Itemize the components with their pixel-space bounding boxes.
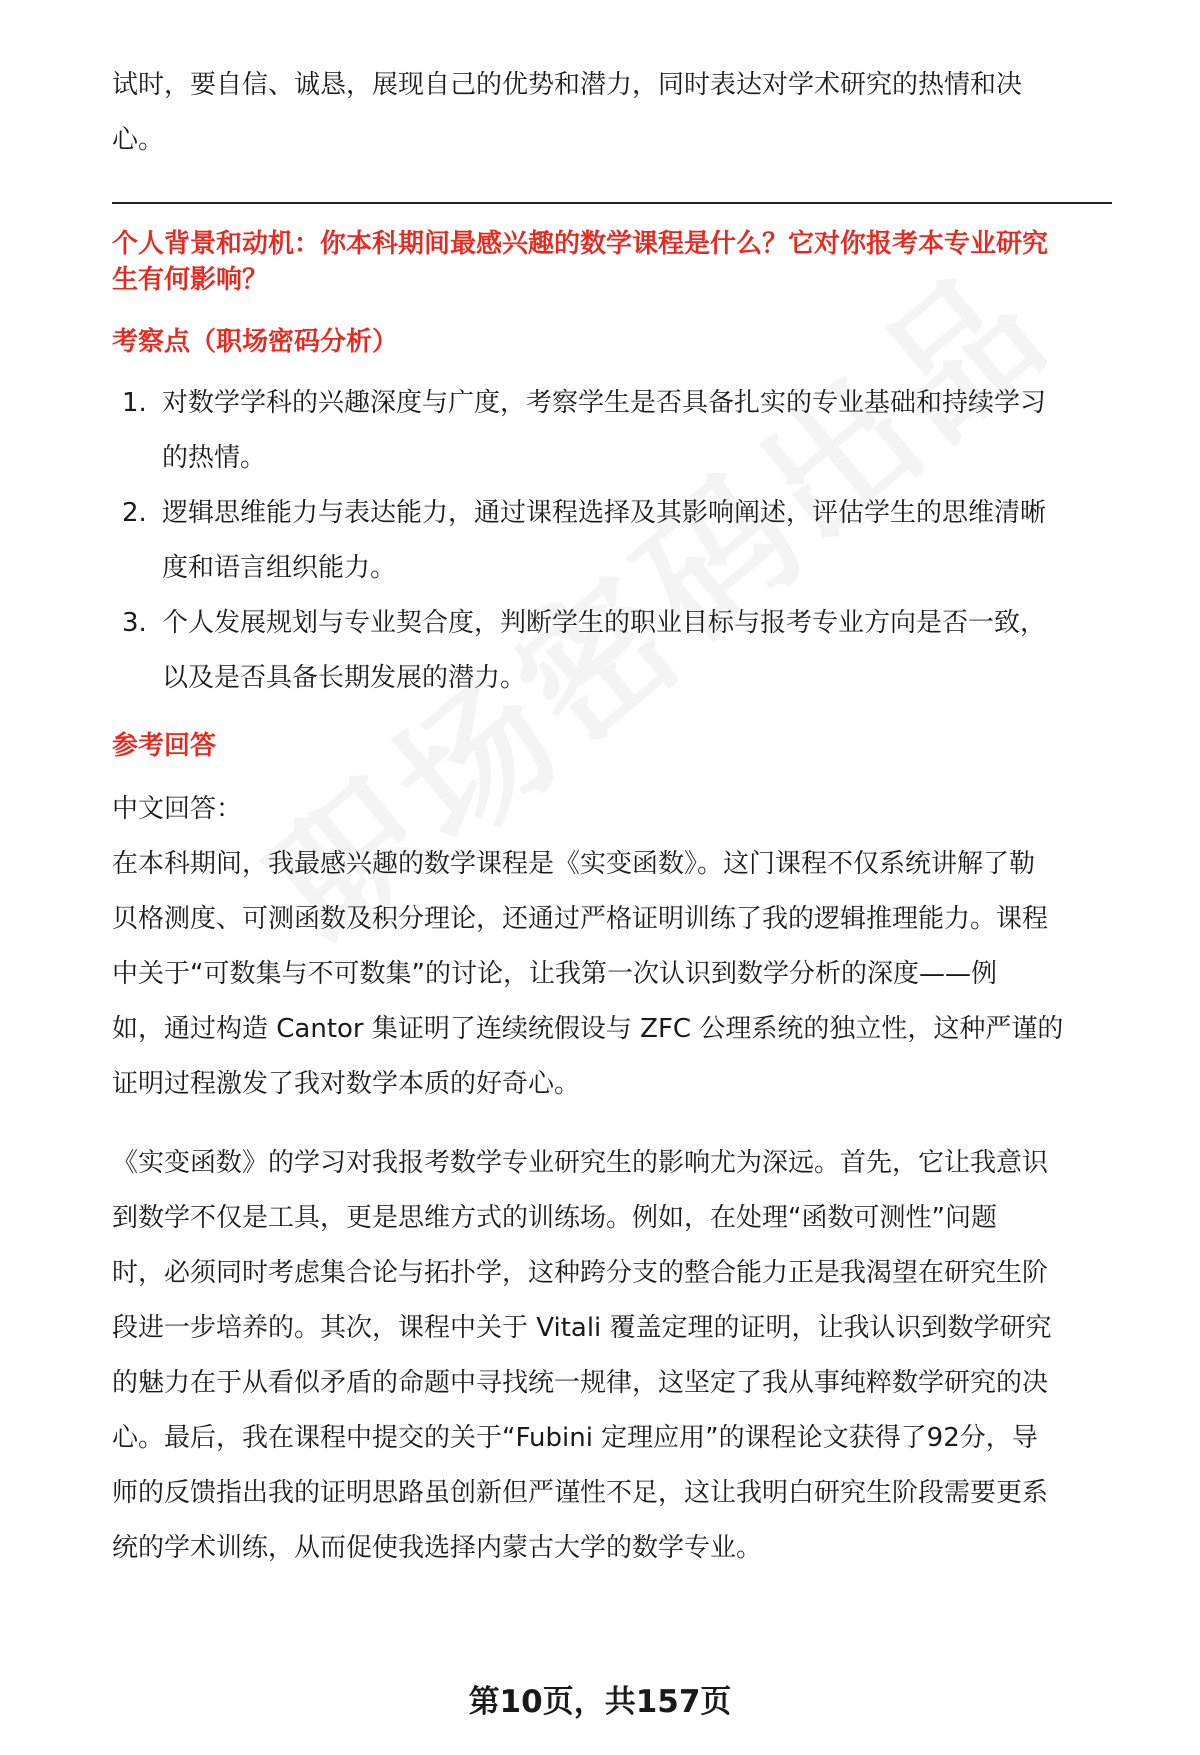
paragraph-line: 在本科期间，我最感兴趣的数学课程是《实变函数》。这门课程不仅系统讲解了勒 bbox=[112, 849, 1036, 879]
answer-paragraph-1 bbox=[112, 837, 1112, 1112]
list-number: 1. bbox=[122, 388, 147, 418]
paragraph-line: 如，通过构造 Cantor 集证明了连续统假设与 ZFC 公理系统的独立性，这种严谨的 bbox=[112, 1014, 1064, 1044]
paragraph-line: 证明过程激发了我对数学本质的好奇心。 bbox=[112, 1069, 581, 1099]
paragraph-line: 到数学不仅是工具，更是思维方式的训练场。例如，在处理“函数可测性”问题 bbox=[112, 1203, 997, 1233]
paragraph-line: 时，必须同时考虑集合论与拓扑学，这种跨分支的整合能力正是我渴望在研究生阶 bbox=[112, 1258, 1049, 1288]
paragraph-line: 《实变函数》的学习对我报考数学专业研究生的影响尤为深远。首先，它让我意识 bbox=[112, 1148, 1049, 1178]
paragraph-line: 中关于“可数集与不可数集”的讨论，让我第一次认识到数学分析的深度——例 bbox=[112, 959, 997, 989]
list-item-text: 以及是否具备长期发展的潜力。 bbox=[162, 663, 527, 693]
page-number: 第10页，共157页 bbox=[468, 1684, 732, 1720]
answer-label: 中文回答： bbox=[112, 794, 243, 824]
answer-paragraph-2 bbox=[112, 1136, 1112, 1576]
question-line-1: 个人背景和动机：你本科期间最感兴趣的数学课程是什么？它对你报考本专业研究 bbox=[112, 229, 1049, 259]
list-item-text: 对数学学科的兴趣深度与广度，考察学生是否具备扎实的专业基础和持续学习 bbox=[162, 388, 1047, 418]
list-item-text: 逻辑思维能力与表达能力，通过课程选择及其影响阐述，评估学生的思维清晰 bbox=[162, 498, 1047, 528]
paragraph-line: 统的学术训练，从而促使我选择内蒙古大学的数学专业。 bbox=[112, 1533, 763, 1563]
list-item-text: 个人发展规划与专业契合度，判断学生的职业目标与报考专业方向是否一致， bbox=[162, 608, 1047, 638]
analysis-item-1 bbox=[112, 376, 1112, 486]
question-line-2: 生有何影响？ bbox=[112, 265, 269, 295]
intro-line-1: 试时，要自信、诚恳，展现自己的优势和潜力，同时表达对学术研究的热情和决 bbox=[112, 70, 1023, 100]
paragraph-line: 的魅力在于从看似矛盾的命题中寻找统一规律，这坚定了我从事纯粹数学研究的决 bbox=[112, 1368, 1049, 1398]
list-number: 3. bbox=[122, 608, 147, 638]
intro-line-2: 心。 bbox=[112, 125, 165, 155]
analysis-item-3 bbox=[112, 596, 1112, 706]
section-divider bbox=[112, 202, 1112, 204]
analysis-heading: 考察点（职场密码分析） bbox=[112, 327, 399, 357]
paragraph-gap bbox=[112, 1112, 1112, 1136]
list-item-text: 度和语言组织能力。 bbox=[162, 553, 397, 583]
list-item-text: 的热情。 bbox=[162, 443, 267, 473]
answer-heading: 参考回答 bbox=[112, 731, 217, 761]
paragraph-line: 贝格测度、可测函数及积分理论，还通过严格证明训练了我的逻辑推理能力。课程 bbox=[112, 904, 1049, 934]
page-content bbox=[112, 58, 1112, 1576]
paragraph-line: 师的反馈指出我的证明思路虽创新但严谨性不足，这让我明白研究生阶段需要更系 bbox=[112, 1478, 1049, 1508]
list-number: 2. bbox=[122, 498, 147, 528]
paragraph-line: 心。最后，我在课程中提交的关于“Fubini 定理应用”的课程论文获得了92分，导 bbox=[112, 1423, 1038, 1453]
question-heading bbox=[112, 226, 1112, 298]
paragraph-line: 段进一步培养的。其次，课程中关于 Vitali 覆盖定理的证明，让我认识到数学研究 bbox=[112, 1313, 1052, 1343]
analysis-list bbox=[112, 376, 1112, 706]
analysis-item-2 bbox=[112, 486, 1112, 596]
